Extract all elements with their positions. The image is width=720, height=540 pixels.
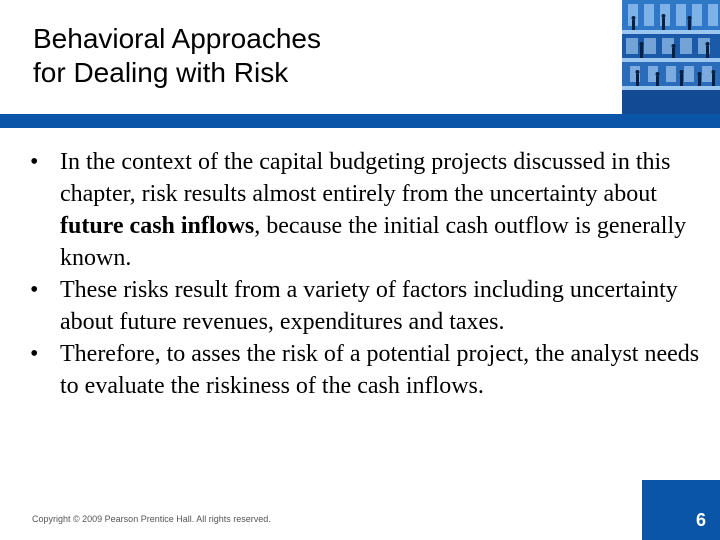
bullet-marker: • [30,277,39,303]
page-number-box [642,480,720,540]
bullet-emphasis: future cash inflows [60,213,255,239]
office-building-people-photo-icon [622,0,720,114]
slide-title-line-1: Behavioral Approaches [33,23,321,54]
bullet-text: , because the initial cash outflow is generally known. [60,213,687,271]
bullet-item [22,274,702,338]
slide-title [33,22,593,90]
bullet-list [22,146,702,402]
bullet-item [22,146,702,274]
bullet-marker: • [30,149,39,175]
bullet-item [22,338,702,402]
bullet-text: In the context of the capital budgeting projects discussed in this chapter, risk results almost entirely from the uncertainty about [60,149,671,207]
copyright-footer: Copyright © 2009 Pearson Prentice Hall. All rights reserved. [32,514,271,524]
bullet-text: Therefore, to asses the risk of a potential project, the analyst needs to evaluate the riskiness of the cash inflows. [60,341,700,399]
slide-title-line-2: for Dealing with Risk [33,57,289,88]
bullet-text: These risks result from a variety of factors including uncertainty about future revenues, expenditures and taxes. [60,277,678,335]
bullet-marker: • [30,341,39,367]
header-divider-bar [0,114,720,128]
page-number: 6 [695,510,706,530]
